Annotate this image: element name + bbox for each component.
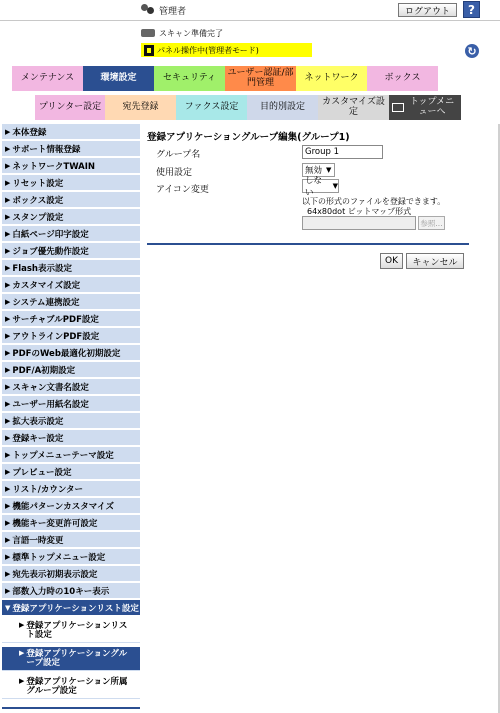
admin-user-icon — [141, 4, 155, 17]
sidebar-item-label: ユーザー用紙名設定 — [12, 399, 89, 410]
sidebar-item-label: Flash表示設定 — [12, 263, 72, 274]
sidebar-subitem[interactable] — [2, 619, 140, 643]
group-name-input[interactable]: Group 1 — [302, 145, 383, 159]
sidebar-group-label: 登録アプリケーションリスト設定 — [12, 603, 139, 614]
sidebar-item[interactable] — [2, 260, 140, 276]
chevron-right-icon: ▶ — [5, 399, 11, 408]
sidebar-item[interactable] — [2, 413, 140, 429]
logout-button[interactable]: ログアウト — [398, 3, 457, 17]
tab-fax-settings[interactable]: ファクス設定 — [176, 95, 247, 120]
tab-top-menu[interactable] — [389, 95, 461, 120]
chevron-right-icon: ▶ — [19, 649, 25, 657]
chevron-right-icon: ▶ — [5, 365, 11, 374]
chevron-right-icon: ▶ — [5, 331, 11, 340]
tab-network[interactable]: ネットワーク — [296, 66, 367, 91]
chevron-right-icon: ▶ — [5, 433, 11, 442]
top-menu-label: トップメニューへ — [409, 97, 455, 117]
tab-purpose-settings[interactable]: 目的別設定 — [247, 95, 318, 120]
refresh-icon[interactable]: ↻ — [465, 44, 479, 58]
chevron-right-icon: ▶ — [5, 280, 11, 289]
sidebar-item-label: ネットワークTWAIN — [12, 161, 96, 172]
sidebar-item[interactable] — [2, 192, 140, 208]
usage-select-value: 無効 — [305, 166, 323, 176]
chevron-right-icon: ▶ — [5, 535, 11, 544]
sidebar-subitem-label: 登録アプリケーション所属グループ設定 — [26, 676, 128, 696]
form-divider — [147, 243, 469, 245]
sidebar-item-label: トップメニューテーマ設定 — [12, 450, 114, 461]
sidebar-item-label: 本体登録 — [12, 127, 47, 138]
tab-user-auth[interactable]: ユーザー認証/部門管理 — [225, 66, 296, 91]
chevron-down-icon: ▼ — [5, 603, 11, 612]
chevron-right-icon: ▶ — [5, 178, 11, 187]
sidebar-item[interactable] — [2, 430, 140, 446]
panel-status-bar — [141, 43, 312, 57]
header-divider — [0, 20, 500, 21]
chevron-right-icon: ▶ — [5, 161, 11, 170]
sidebar-item-label: カスタマイズ設定 — [12, 280, 81, 291]
chevron-down-icon: ▼ — [326, 166, 332, 174]
chevron-right-icon: ▶ — [5, 246, 11, 255]
sidebar-item[interactable] — [2, 515, 140, 531]
sidebar-item[interactable] — [2, 124, 140, 140]
sidebar-item-label: サーチャブルPDF設定 — [12, 314, 99, 325]
sidebar-item[interactable] — [2, 396, 140, 412]
sidebar — [2, 124, 140, 713]
sidebar-item[interactable] — [2, 294, 140, 310]
sidebar-item-label: 言語一時変更 — [12, 535, 64, 546]
user-info — [141, 2, 186, 18]
tab-address-registration[interactable]: 宛先登録 — [105, 95, 176, 120]
chevron-right-icon: ▶ — [5, 552, 11, 561]
sidebar-item-label: スキャン文書名設定 — [12, 382, 89, 393]
sidebar-item[interactable] — [2, 226, 140, 242]
chevron-right-icon: ▶ — [5, 501, 11, 510]
icon-change-select[interactable] — [302, 176, 339, 198]
sidebar-item-label: システム連携設定 — [12, 297, 80, 308]
usage-label: 使用設定 — [156, 168, 193, 178]
sidebar-item-label: プレビュー設定 — [12, 467, 72, 478]
scanner-status-text: スキャン準備完了 — [159, 28, 223, 38]
sidebar-item-label: 白紙ページ印字設定 — [12, 229, 89, 240]
sidebar-item[interactable] — [2, 362, 140, 378]
icon-change-label: アイコン変更 — [156, 185, 209, 195]
browse-button[interactable]: 参照... — [418, 216, 445, 230]
sidebar-item[interactable] — [2, 141, 140, 157]
file-format-note: 以下の形式のファイルを登録できます。 — [302, 197, 446, 206]
sidebar-item-label: サポート情報登録 — [12, 144, 81, 155]
ok-button[interactable]: OK — [380, 253, 403, 269]
chevron-right-icon: ▶ — [5, 518, 11, 527]
scanner-icon — [141, 29, 155, 37]
chevron-right-icon: ▶ — [5, 569, 11, 578]
sidebar-item[interactable] — [2, 566, 140, 582]
chevron-right-icon: ▶ — [5, 212, 11, 221]
chevron-right-icon: ▶ — [5, 416, 11, 425]
top-menu-icon — [392, 103, 404, 112]
panel-lock-icon — [144, 45, 154, 56]
sidebar-item[interactable] — [2, 549, 140, 565]
sidebar-item-label: PDF/A初期設定 — [12, 365, 76, 376]
sidebar-item[interactable] — [2, 311, 140, 327]
chevron-right-icon: ▶ — [5, 297, 11, 306]
sidebar-subitem[interactable] — [2, 675, 140, 699]
sidebar-subitem-label: 登録アプリケーショングループ設定 — [26, 648, 128, 668]
sidebar-item-label: 拡大表示設定 — [12, 416, 64, 427]
page-title: 登録アプリケーショングループ編集(グループ1) — [147, 132, 350, 143]
sidebar-item[interactable] — [2, 209, 140, 225]
sidebar-item-label: スタンプ設定 — [12, 212, 64, 223]
sidebar-item-label: 標準トップメニュー設定 — [12, 552, 106, 563]
sidebar-item[interactable] — [2, 379, 140, 395]
user-label: 管理者 — [159, 6, 187, 17]
sidebar-item[interactable] — [2, 498, 140, 514]
sidebar-subitem-label: 登録アプリケーションリスト設定 — [26, 620, 128, 640]
chevron-right-icon: ▶ — [5, 484, 11, 493]
chevron-right-icon: ▶ — [5, 229, 11, 238]
tab-maintenance[interactable]: メンテナンス — [12, 66, 83, 91]
group-name-label: グループ名 — [156, 150, 201, 160]
sidebar-item[interactable] — [2, 328, 140, 344]
sidebar-item[interactable] — [2, 464, 140, 480]
tab-customize-settings[interactable]: カスタマイズ設定 — [318, 95, 389, 120]
sidebar-item[interactable] — [2, 243, 140, 259]
panel-status-text: パネル操作中(管理者モード) — [157, 45, 259, 55]
tab-printer-settings[interactable]: プリンター設定 — [35, 95, 105, 120]
sidebar-item-label: ジョブ優先動作設定 — [12, 246, 89, 257]
sidebar-item[interactable] — [2, 481, 140, 497]
scanner-status — [141, 26, 223, 40]
sidebar-item-label: アウトラインPDF設定 — [12, 331, 100, 342]
sidebar-item[interactable] — [2, 158, 140, 174]
chevron-right-icon: ▶ — [5, 450, 11, 459]
sidebar-item-label: リスト/カウンター — [12, 484, 83, 495]
sidebar-item-label: 機能キー変更許可設定 — [12, 518, 98, 529]
tab-box[interactable]: ボックス — [367, 66, 438, 91]
sidebar-item[interactable] — [2, 277, 140, 293]
sidebar-item-label: ボックス設定 — [12, 195, 64, 206]
sidebar-item-label: PDFのWeb最適化初期設定 — [12, 348, 121, 359]
chevron-right-icon: ▶ — [5, 314, 11, 323]
icon-change-select-value: しない — [305, 176, 323, 198]
sidebar-item-label: 部数入力時の10キー表示 — [12, 586, 110, 597]
tab-environment[interactable]: 環境設定 — [83, 66, 154, 91]
sidebar-group-open[interactable] — [2, 600, 140, 616]
file-path-field[interactable] — [302, 216, 416, 230]
sidebar-item-label: 宛先表示初期表示設定 — [12, 569, 98, 580]
chevron-right-icon: ▶ — [5, 348, 11, 357]
sidebar-item[interactable] — [2, 532, 140, 548]
sidebar-item-label: 登録キー設定 — [12, 433, 64, 444]
sidebar-bottom-bar — [2, 707, 140, 709]
tab-security[interactable]: セキュリティ — [154, 66, 225, 91]
chevron-right-icon: ▶ — [19, 677, 25, 685]
sidebar-subitem[interactable] — [2, 647, 140, 671]
chevron-right-icon: ▶ — [5, 127, 11, 136]
sidebar-item[interactable] — [2, 175, 140, 191]
chevron-down-icon: ▼ — [332, 182, 338, 190]
sidebar-item[interactable] — [2, 447, 140, 463]
chevron-right-icon: ▶ — [5, 195, 11, 204]
chevron-right-icon: ▶ — [5, 467, 11, 476]
chevron-right-icon: ▶ — [5, 263, 11, 272]
sidebar-item[interactable] — [2, 583, 140, 599]
chevron-right-icon: ▶ — [5, 586, 11, 595]
help-button[interactable]: ? — [463, 1, 480, 18]
file-format-spec: 64x80dot ビットマップ形式 — [307, 207, 412, 216]
chevron-right-icon: ▶ — [5, 382, 11, 391]
chevron-right-icon: ▶ — [5, 144, 11, 153]
sidebar-item-label: 機能パターンカスタマイズ — [12, 501, 114, 512]
sidebar-item[interactable] — [2, 345, 140, 361]
sidebar-item-label: リセット設定 — [12, 178, 64, 189]
cancel-button[interactable]: キャンセル — [406, 253, 464, 269]
chevron-right-icon: ▶ — [19, 621, 25, 629]
